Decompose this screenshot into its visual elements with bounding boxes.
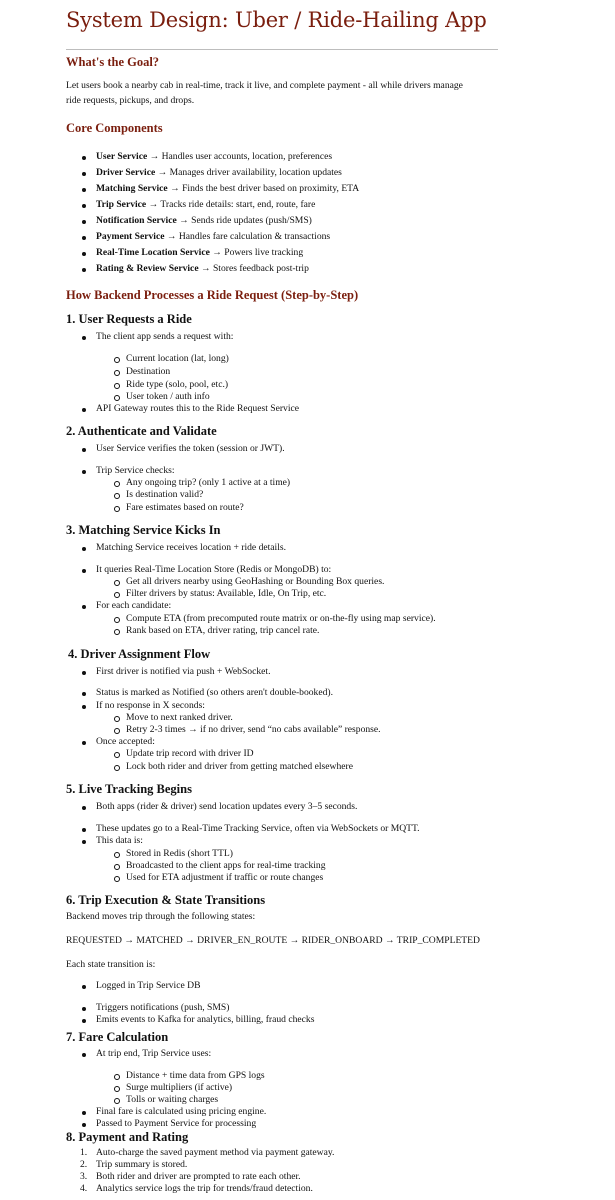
goal-text-line1: Let users book a nearby cab in real-time, track it live, and complete payment - all while drivers manage [66,80,463,91]
component-item: Trip Service → Tracks ride details: start, end, route, fare [96,199,316,210]
step6-states: REQUESTED → MATCHED → DRIVER_EN_ROUTE → RIDER_ONBOARD → TRIP_COMPLETED [66,935,480,946]
step1-bullet: API Gateway routes this to the Ride Request Service [96,403,300,414]
step6-bullet: Emits events to Kafka for analytics, billing, fraud checks [96,1014,315,1025]
step1-sub-item: Current location (lat, long) [126,353,229,364]
step8-list-item: 4. Analytics service logs the trip for trends/fraud detection. [80,1183,313,1194]
step3-sub-item: Rank based on ETA, driver rating, trip cancel rate. [126,625,320,636]
step4-sub-item: Move to next ranked driver. [126,712,233,723]
step3-bullet: Matching Service receives location + ride details. [96,542,287,553]
step4-sub-item: Update trip record with driver ID [126,748,254,759]
goal-heading: What's the Goal? [66,55,160,69]
step1-sub-item: Destination [126,366,171,377]
step1-bullet: The client app sends a request with: [96,331,234,342]
step2-sub-item: Any ongoing trip? (only 1 active at a time) [126,477,291,488]
step4-bullet: Status is marked as Notified (so others aren't double-booked). [96,687,333,698]
step3-bullet: It queries Real-Time Location Store (Redis or MongoDB) to: [96,564,332,575]
step5-heading: 5. Live Tracking Begins [66,782,192,796]
step2-sub-item: Is destination valid? [126,489,204,500]
step4-bullet: Once accepted: [96,736,155,747]
step3-sub-item: Compute ETA (from precomputed route matrix or on-the-fly using map service). [126,613,436,624]
page-title: System Design: Uber / Ride-Hailing App [66,8,487,32]
step1-sub-item: User token / auth info [126,391,210,402]
step2-bullet: Trip Service checks: [96,465,175,476]
step6-heading: 6. Trip Execution & State Transitions [66,893,266,907]
step7-bullet: At trip end, Trip Service uses: [96,1048,212,1059]
step4-heading: 4. Driver Assignment Flow [68,647,211,661]
step6-bullet: Logged in Trip Service DB [96,980,201,991]
step7-bullet: Final fare is calculated using pricing engine. [96,1106,267,1117]
step8-list-item: 3. Both rider and driver are prompted to rate each other. [80,1171,301,1182]
step1-sub-item: Ride type (solo, pool, etc.) [126,379,229,390]
step7-bullet: Passed to Payment Service for processing [96,1118,257,1129]
step4-bullet: First driver is notified via push + WebSocket. [96,666,271,677]
component-item: Real-Time Location Service → Powers live tracking [96,247,304,258]
step6-intro: Backend moves trip through the following states: [66,911,256,922]
title-divider [66,49,498,50]
step5-sub-item: Stored in Redis (short TTL) [126,848,233,859]
step8-heading: 8. Payment and Rating [66,1130,189,1144]
step5-sub-item: Used for ETA adjustment if traffic or route changes [126,872,324,883]
step2-sub-item: Fare estimates based on route? [126,502,244,513]
step3-sub-item: Get all drivers nearby using GeoHashing or Bounding Box queries. [126,576,385,587]
step5-sub-item: Broadcasted to the client apps for real-time tracking [126,860,326,871]
step6-each: Each state transition is: [66,959,156,970]
step5-bullet: These updates go to a Real-Time Tracking Service, often via WebSockets or MQTT. [96,823,420,834]
components-heading: Core Components [66,121,163,135]
step2-heading: 2. Authenticate and Validate [66,424,217,438]
component-item: Notification Service → Sends ride updates (push/SMS) [96,215,312,226]
component-item: Driver Service → Manages driver availability, location updates [96,167,342,178]
step8-list-item: 1. Auto-charge the saved payment method via payment gateway. [80,1147,335,1158]
step1-heading: 1. User Requests a Ride [66,312,192,326]
component-item: Payment Service → Handles fare calculation & transactions [96,231,331,242]
step3-heading: 3. Matching Service Kicks In [66,523,221,537]
step7-sub-item: Tolls or waiting charges [126,1094,219,1105]
step8-list-item: 2. Trip summary is stored. [80,1159,188,1170]
step7-heading: 7. Fare Calculation [66,1030,169,1044]
step3-sub-item: Filter drivers by status: Available, Idle, On Trip, etc. [126,588,327,599]
step4-sub-item: Retry 2-3 times → if no driver, send “no cabs available” response. [126,724,381,735]
step2-bullet: User Service verifies the token (session or JWT). [96,443,285,454]
step4-bullet: If no response in X seconds: [96,700,205,711]
component-item: Rating & Review Service → Stores feedback post-trip [96,263,309,274]
step6-bullet: Triggers notifications (push, SMS) [96,1002,230,1013]
step5-bullet: Both apps (rider & driver) send location updates every 3–5 seconds. [96,801,358,812]
component-item: User Service → Handles user accounts, location, preferences [96,151,333,162]
step7-sub-item: Surge multipliers (if active) [126,1082,233,1093]
step7-sub-item: Distance + time data from GPS logs [126,1070,265,1081]
step5-bullet: This data is: [96,835,143,846]
step3-bullet: For each candidate: [96,600,172,611]
component-item: Matching Service → Finds the best driver based on proximity, ETA [96,183,360,194]
step4-sub-item: Lock both rider and driver from getting matched elsewhere [126,761,353,772]
goal-text-line2: ride requests, pickups, and drops. [66,95,195,106]
backend-heading: How Backend Processes a Ride Request (Step-by-Step) [66,288,359,302]
